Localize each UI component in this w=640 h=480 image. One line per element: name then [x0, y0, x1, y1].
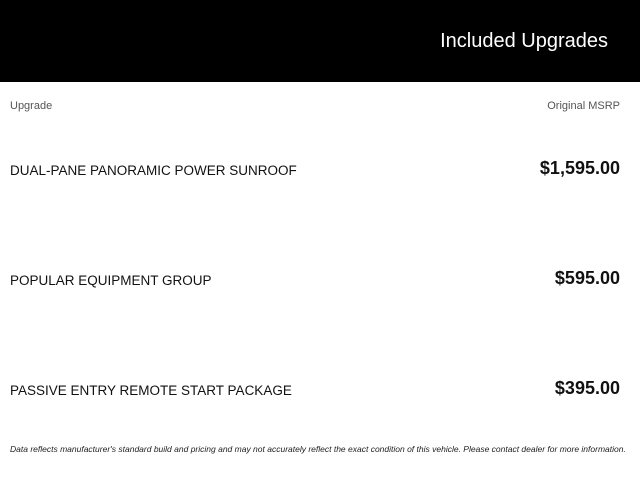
upgrade-price: $395.00: [554, 378, 620, 398]
disclaimer-text: Data reflects manufacturer's standard build and pricing and may not accurately reflect the exact condition of this vehicle. Please contact dealer for more information.: [10, 444, 626, 454]
header-bar: [0, 0, 640, 82]
upgrade-name: PASSIVE ENTRY REMOTE START PACKAGE: [10, 383, 292, 398]
upgrade-price: $595.00: [554, 268, 620, 288]
upgrade-name: DUAL-PANE PANORAMIC POWER SUNROOF: [10, 163, 297, 178]
page-title: Included Upgrades: [440, 30, 608, 52]
upgrade-price: $1,595.00: [539, 158, 620, 178]
column-header-msrp: Original MSRP: [547, 100, 620, 112]
upgrade-row: [0, 375, 640, 405]
upgrade-row: [0, 155, 640, 185]
upgrade-name: POPULAR EQUIPMENT GROUP: [10, 273, 212, 288]
upgrade-row: [0, 265, 640, 295]
column-header-upgrade: Upgrade: [10, 100, 53, 112]
